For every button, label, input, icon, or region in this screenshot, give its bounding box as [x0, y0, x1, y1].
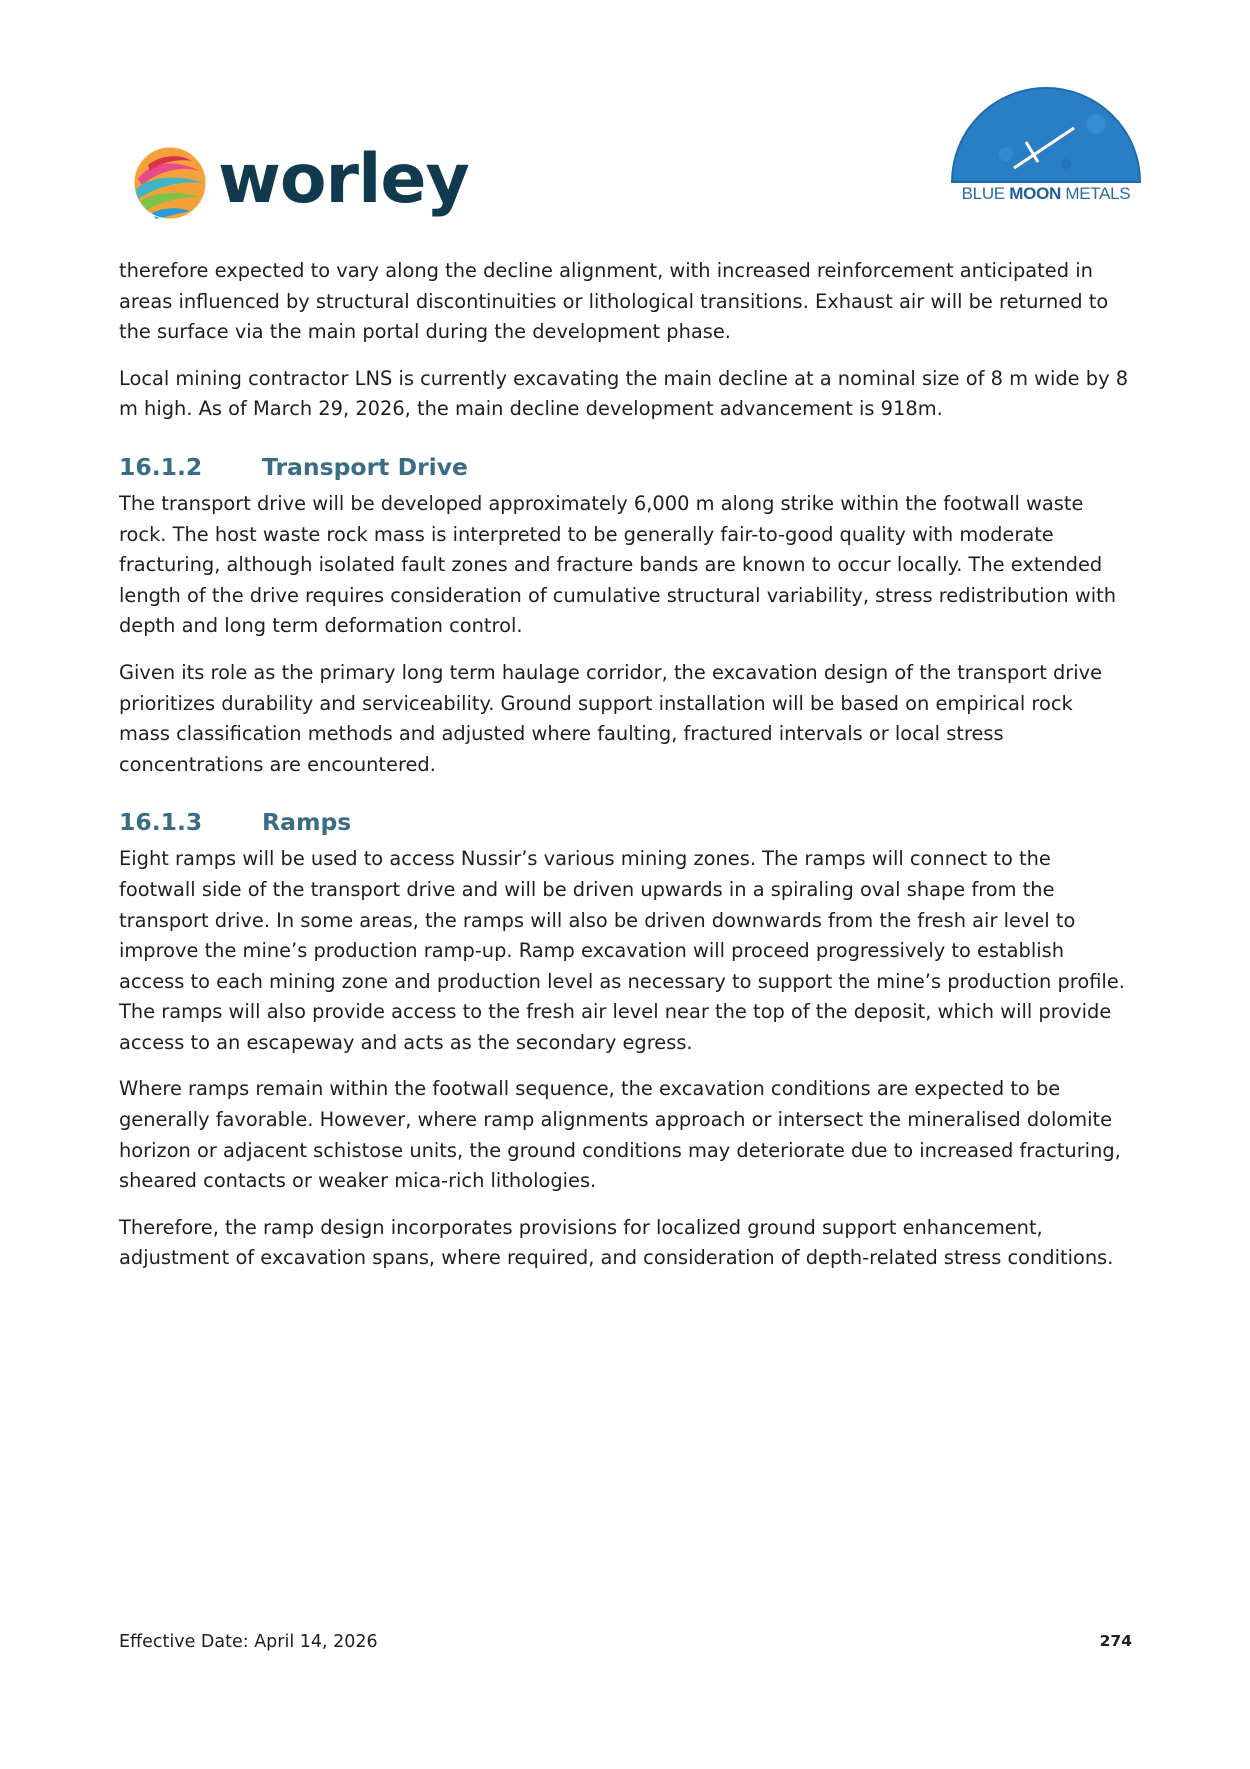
body-paragraph: Given its role as the primary long term haulage corridor, the excavation design of the transport drive prioritizes durability and serviceability. Ground support installation will be based on empirical rock mass classification methods and adjusted where faulting, fractured intervals or local stress concentrations are encountered.	[119, 660, 1103, 776]
body-paragraph: therefore expected to vary along the decline alignment, with increased reinforcement anticipated in areas influenced by structural discontinuities or lithological transitions. Exhaust air will be returned to the surface via the main portal during the development phase.	[119, 259, 1109, 344]
section-title: Transport Drive	[262, 452, 468, 481]
section-heading-ramps	[119, 806, 1129, 838]
worley-logo	[128, 138, 469, 228]
blue-moon-metals-logo	[946, 84, 1146, 206]
worley-swirl-icon	[128, 141, 212, 225]
section-number: 16.1.3	[119, 808, 203, 837]
blue-moon-metals-logo-text: BLUE MOON METALS	[961, 184, 1131, 203]
body-paragraph: Local mining contractor LNS is currently excavating the main decline at a nominal size of 8 m wide by 8 m high. As of March 29, 2026, the main decline development advancement is 918m.	[119, 366, 1129, 421]
section-title: Ramps	[262, 808, 352, 837]
document-body	[119, 256, 1129, 1290]
body-paragraph: The transport drive will be developed approximately 6,000 m along strike within the footwall waste rock. The host waste rock mass is interpreted to be generally fair-to-good quality with moderate fracturing, although isolated fault zones and fracture bands are known to occur locally. The extended length of the drive requires consideration of cumulative structural variability, stress redistribution with depth and long term deformation control.	[119, 491, 1116, 638]
body-paragraph: Eight ramps will be used to access Nussir’s various mining zones. The ramps will connect to the footwall side of the transport drive and will be driven upwards in a spiraling oval shape from the transport drive. In some areas, the ramps will also be driven downwards from the fresh air level to improve the mine’s production ramp-up. Ramp excavation will proceed progressively to establish access to each mining zone and production level as necessary to support the mine’s production profile. The ramps will also provide access to the fresh air level near the top of the deposit, which will provide access to an escapeway and acts as the secondary egress.	[119, 847, 1125, 1054]
body-paragraph: Therefore, the ramp design incorporates provisions for localized ground support enhancement, adjustment of excavation spans, where required, and consideration of depth-related stress conditions.	[119, 1215, 1114, 1270]
worley-logo-text: worley	[218, 140, 469, 219]
moon-icon	[946, 84, 1146, 184]
section-heading-transport-drive	[119, 451, 1129, 483]
footer-effective-date: Effective Date: April 14, 2026	[119, 1632, 378, 1652]
section-number: 16.1.2	[119, 452, 203, 481]
body-paragraph: Where ramps remain within the footwall sequence, the excavation conditions are expected to be generally favorable. However, where ramp alignments approach or intersect the mineralised dolomite horizon or adjacent schistose units, the ground conditions may deteriorate due to increased fracturing, sheared contacts or weaker mica-rich lithologies.	[119, 1077, 1121, 1193]
footer-page-number: 274	[1099, 1632, 1132, 1650]
